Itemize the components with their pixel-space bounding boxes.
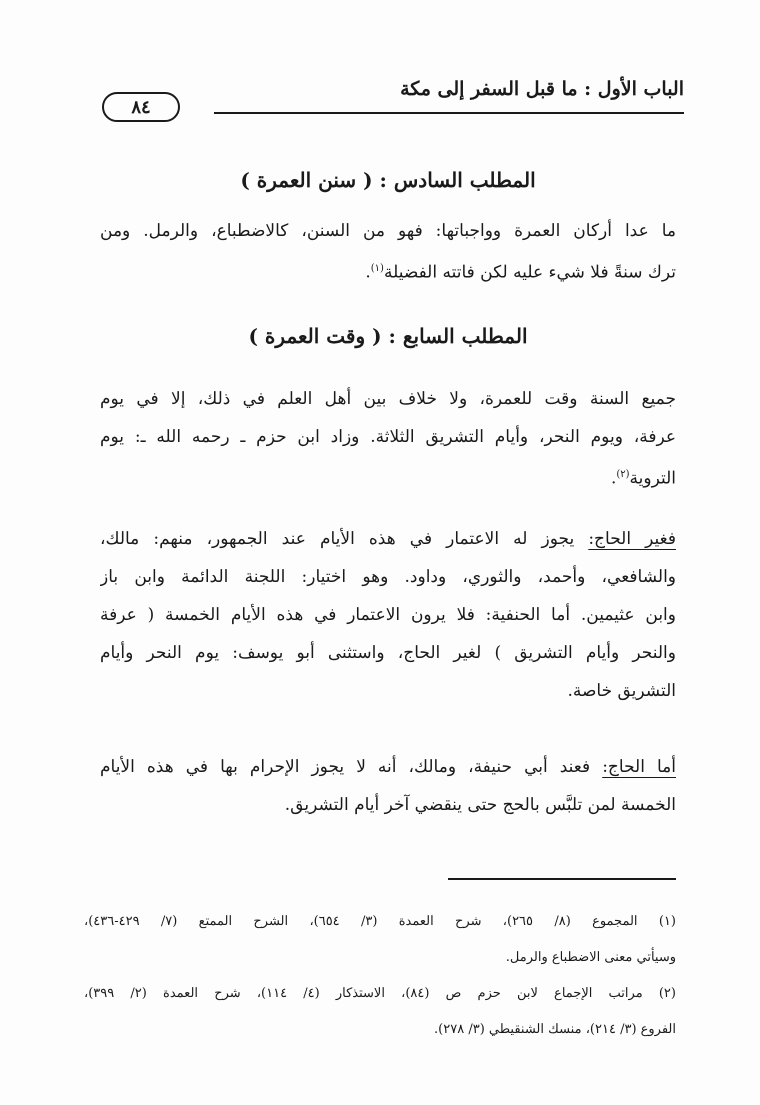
footnote-ref: (٢)	[616, 469, 630, 480]
running-title: الباب الأول : ما قبل السفر إلى مكة	[400, 78, 684, 100]
header-rule	[214, 112, 684, 114]
paragraph-pilgrim	[100, 748, 676, 824]
text-segment: يجوز له الاعتمار في هذه الأيام عند الجمهور، منهم: مالك،	[100, 529, 575, 549]
text-line: والشافعي، وأحمد، والثوري، وداود. وهو اختيار: اللجنة الدائمة وابن باز	[100, 567, 676, 587]
paragraph-waqt	[100, 380, 676, 498]
text-line: جميع السنة وقت للعمرة، ولا خلاف بين أهل العلم في ذلك، إلا في يوم	[100, 389, 676, 409]
footnotes	[84, 904, 676, 1048]
lead-term: أما الحاج:	[602, 757, 676, 777]
text-line	[100, 520, 676, 558]
footnote-separator	[448, 878, 676, 880]
footnote-ref: (١)	[370, 263, 384, 274]
text-segment: فعند أبي حنيفة، ومالك، أنه لا يجوز الإحرام بها في هذه الأيام	[100, 757, 591, 777]
text-line	[100, 456, 676, 498]
text-line	[100, 748, 676, 786]
section-title-sunan-umrah: المطلب السادس : ( سنن العمرة )	[240, 168, 536, 192]
text-line: الخمسة لمن تلبَّس بالحج حتى ينقضي آخر أيام التشريق.	[284, 795, 676, 815]
text-line: عرفة، ويوم النحر، وأيام التشريق الثلاثة. وزاد ابن حزم ـ رحمه الله ـ: يوم	[100, 427, 676, 447]
page-number: ٨٤	[102, 92, 180, 122]
text-line	[100, 250, 676, 292]
sentence-end: .	[365, 262, 371, 283]
footnote-line: (١) المجموع (٨/ ٢٦٥)، شرح العمدة (٣/ ٦٥٤)، الشرح الممتع (٧/ ٤٢٩-٤٣٦)،	[84, 914, 676, 929]
page-header	[98, 60, 684, 126]
text-segment: التروية	[629, 468, 676, 489]
sentence-end: .	[610, 468, 617, 489]
paragraph-non-pilgrim	[100, 520, 676, 710]
text-segment: ترك سنةً فلا شيء عليه لكن فاتته الفضيلة	[383, 262, 676, 283]
text-line: والنحر وأيام التشريق ) لغير الحاج، واستثنى أبو يوسف: يوم النحر وأيام	[100, 643, 676, 663]
footnote-line: (٢) مراتب الإجماع لابن حزم ص (٨٤)، الاستذكار (٤/ ١١٤)، شرح العمدة (٢/ ٣٩٩)،	[84, 986, 676, 1001]
text-line: التشريق خاصة.	[567, 681, 676, 701]
lead-term: فغير الحاج:	[588, 529, 676, 549]
text-line: وابن عثيمين. أما الحنفية: فلا يرون الاعتمار في هذه الأيام الخمسة ( عرفة	[100, 605, 676, 625]
paragraph-sunan	[100, 212, 676, 292]
section-title-waqt-umrah: المطلب السابع : ( وقت العمرة )	[248, 324, 528, 348]
footnote-line: الفروع (٣/ ٢١٤)، منسك الشنقيطي (٣/ ٢٧٨).	[434, 1022, 676, 1037]
footnote-line: وسيأتي معنى الاضطباع والرمل.	[505, 950, 676, 965]
text-line: ما عدا أركان العمرة وواجباتها: فهو من السنن، كالاضطباع، والرمل. ومن	[100, 221, 676, 241]
